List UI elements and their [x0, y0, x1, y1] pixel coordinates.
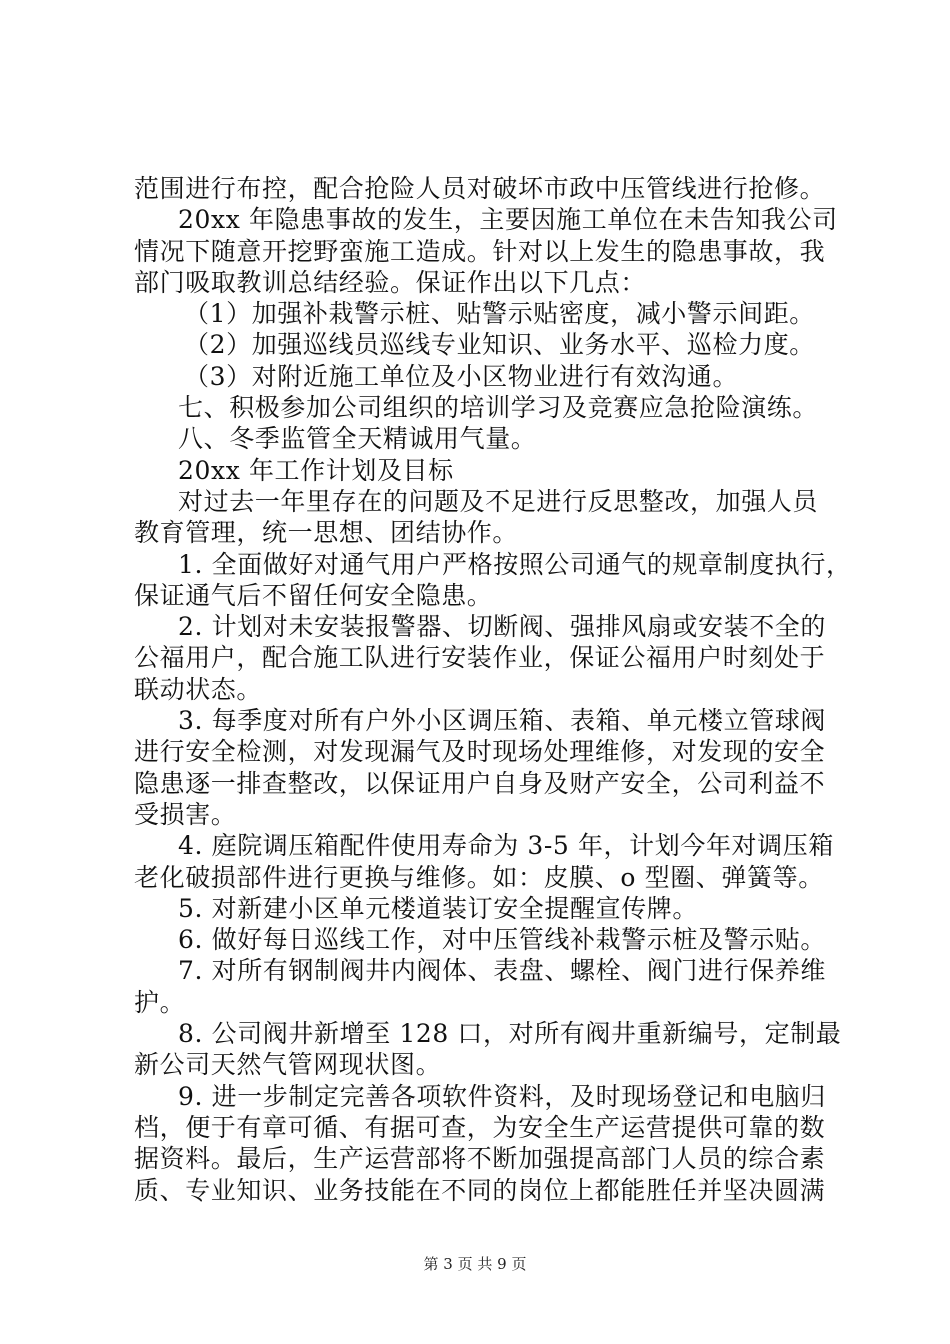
text-line: 对过去一年里存在的问题及不足进行反思整改，加强人员 — [178, 486, 819, 516]
text-line: 质、专业知识、业务技能在不同的岗位上都能胜任并坚决圆满 — [134, 1175, 826, 1205]
section-heading: 20xx 年工作计划及目标 — [178, 455, 454, 485]
list-item: 4. 庭院调压箱配件使用寿命为 3-5 年，计划今年对调压箱 — [178, 831, 834, 861]
text-line: 护。 — [134, 987, 186, 1017]
page-number: 第 3 页 共 9 页 — [423, 1255, 527, 1273]
list-item: 7. 对所有钢制阀井内阀体、表盘、螺栓、阀门进行保养维 — [178, 956, 827, 986]
text-line: 范围进行布控，配合抢险人员对破坏市政中压管线进行抢修。 — [134, 174, 826, 203]
document-body — [134, 173, 852, 1206]
text-line: 据资料。最后，生产运营部将不断加强提高部门人员的综合素 — [134, 1144, 826, 1174]
page-footer — [0, 1253, 950, 1274]
list-item: （2）加强巡线员巡线专业知识、业务水平、巡检力度。 — [184, 330, 815, 360]
list-item: （3）对附近施工单位及小区物业进行有效沟通。 — [184, 361, 739, 391]
text-line: 受损害。 — [134, 799, 237, 829]
text-line: 情况下随意开挖野蛮施工造成。针对以上发生的隐患事故，我 — [134, 236, 826, 266]
text-line: 20xx 年隐患事故的发生，主要因施工单位在未告知我公司 — [178, 205, 838, 235]
section-heading: 八、冬季监管全天精诚用气量。 — [178, 424, 537, 454]
text-line: 进行安全检测，对发现漏气及时现场处理维修，对发现的安全 — [134, 737, 826, 767]
text-line: 档，便于有章可循、有据可查，为安全生产运营提供可靠的数 — [134, 1112, 826, 1142]
list-item: 5. 对新建小区单元楼道装订安全提醒宣传牌。 — [178, 893, 699, 923]
text-line: 保证通气后不留任何安全隐患。 — [134, 580, 493, 610]
list-item: 1. 全面做好对通气用户严格按照公司通气的规章制度执行， — [178, 549, 852, 579]
list-item: 2. 计划对未安装报警器、切断阀、强排风扇或安装不全的 — [178, 612, 827, 642]
text-line: 老化破损部件进行更换与维修。如：皮膜、o 型圈、弹簧等。 — [134, 862, 824, 892]
list-item: 3. 每季度对所有户外小区调压箱、表箱、单元楼立管球阀 — [178, 706, 827, 736]
list-item: 9. 进一步制定完善各项软件资料，及时现场登记和电脑归 — [178, 1081, 827, 1111]
text-line: 隐患逐一排查整改，以保证用户自身及财产安全，公司利益不 — [134, 768, 826, 798]
list-item: 8. 公司阀井新增至 128 口，对所有阀井重新编号，定制最 — [178, 1019, 842, 1049]
section-heading: 七、积极参加公司组织的培训学习及竞赛应急抢险演练。 — [178, 393, 819, 423]
text-line: 公福用户，配合施工队进行安装作业，保证公福用户时刻处于 — [134, 643, 826, 673]
text-line: 新公司天然气管网现状图。 — [134, 1050, 442, 1080]
list-item: 6. 做好每日巡线工作，对中压管线补栽警示桩及警示贴。 — [178, 925, 827, 955]
text-line: 联动状态。 — [134, 674, 263, 704]
text-line: 教育管理，统一思想、团结协作。 — [134, 518, 519, 548]
list-item: （1）加强补栽警示桩、贴警示贴密度，减小警示间距。 — [184, 299, 815, 329]
text-line: 部门吸取教训总结经验。保证作出以下几点： — [134, 267, 647, 297]
